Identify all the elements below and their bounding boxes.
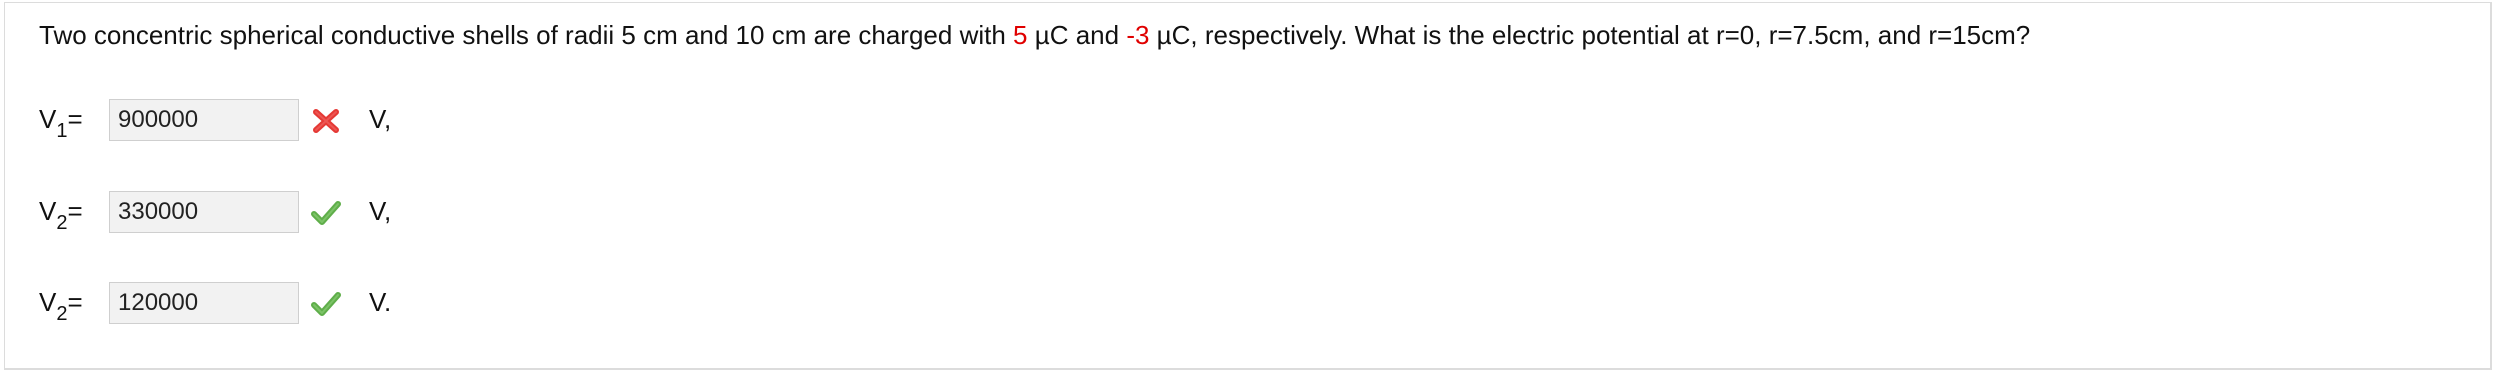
variable-name: V	[39, 104, 57, 134]
checkmark-icon	[310, 199, 342, 227]
variable-name: V	[39, 287, 57, 317]
question-text	[39, 19, 2030, 51]
variable-subscript: 2	[56, 212, 68, 234]
answer-label-2	[39, 195, 83, 234]
question-panel	[4, 2, 2492, 370]
checkmark-icon	[310, 290, 342, 318]
charge-value-inner: 5	[1013, 20, 1028, 50]
charge-value-outer: -3	[1126, 20, 1150, 50]
cross-icon	[310, 107, 342, 135]
answer-input-2[interactable]: 330000	[109, 191, 299, 233]
question-text-part1: Two concentric spherical conductive shells of radii 5 cm and 10 cm are charged with	[39, 20, 1014, 50]
equals-sign: =	[67, 196, 83, 226]
variable-subscript: 1	[56, 120, 68, 142]
answer-unit-1: V,	[369, 104, 392, 134]
equals-sign: =	[67, 287, 83, 317]
answer-label-3	[39, 286, 83, 325]
variable-subscript: 2	[56, 303, 68, 325]
answer-input-1[interactable]: 900000	[109, 99, 299, 141]
answer-label-1	[39, 103, 83, 142]
answer-unit-3: V.	[369, 287, 392, 317]
answer-input-3[interactable]: 120000	[109, 282, 299, 324]
question-text-part3: µC, respectively. What is the electric potential at r=0, r=7.5cm, and r=15cm?	[1149, 20, 2031, 50]
answer-unit-2: V,	[369, 196, 392, 226]
equals-sign: =	[67, 104, 83, 134]
variable-name: V	[39, 196, 57, 226]
question-text-part2: µC and	[1027, 20, 1127, 50]
